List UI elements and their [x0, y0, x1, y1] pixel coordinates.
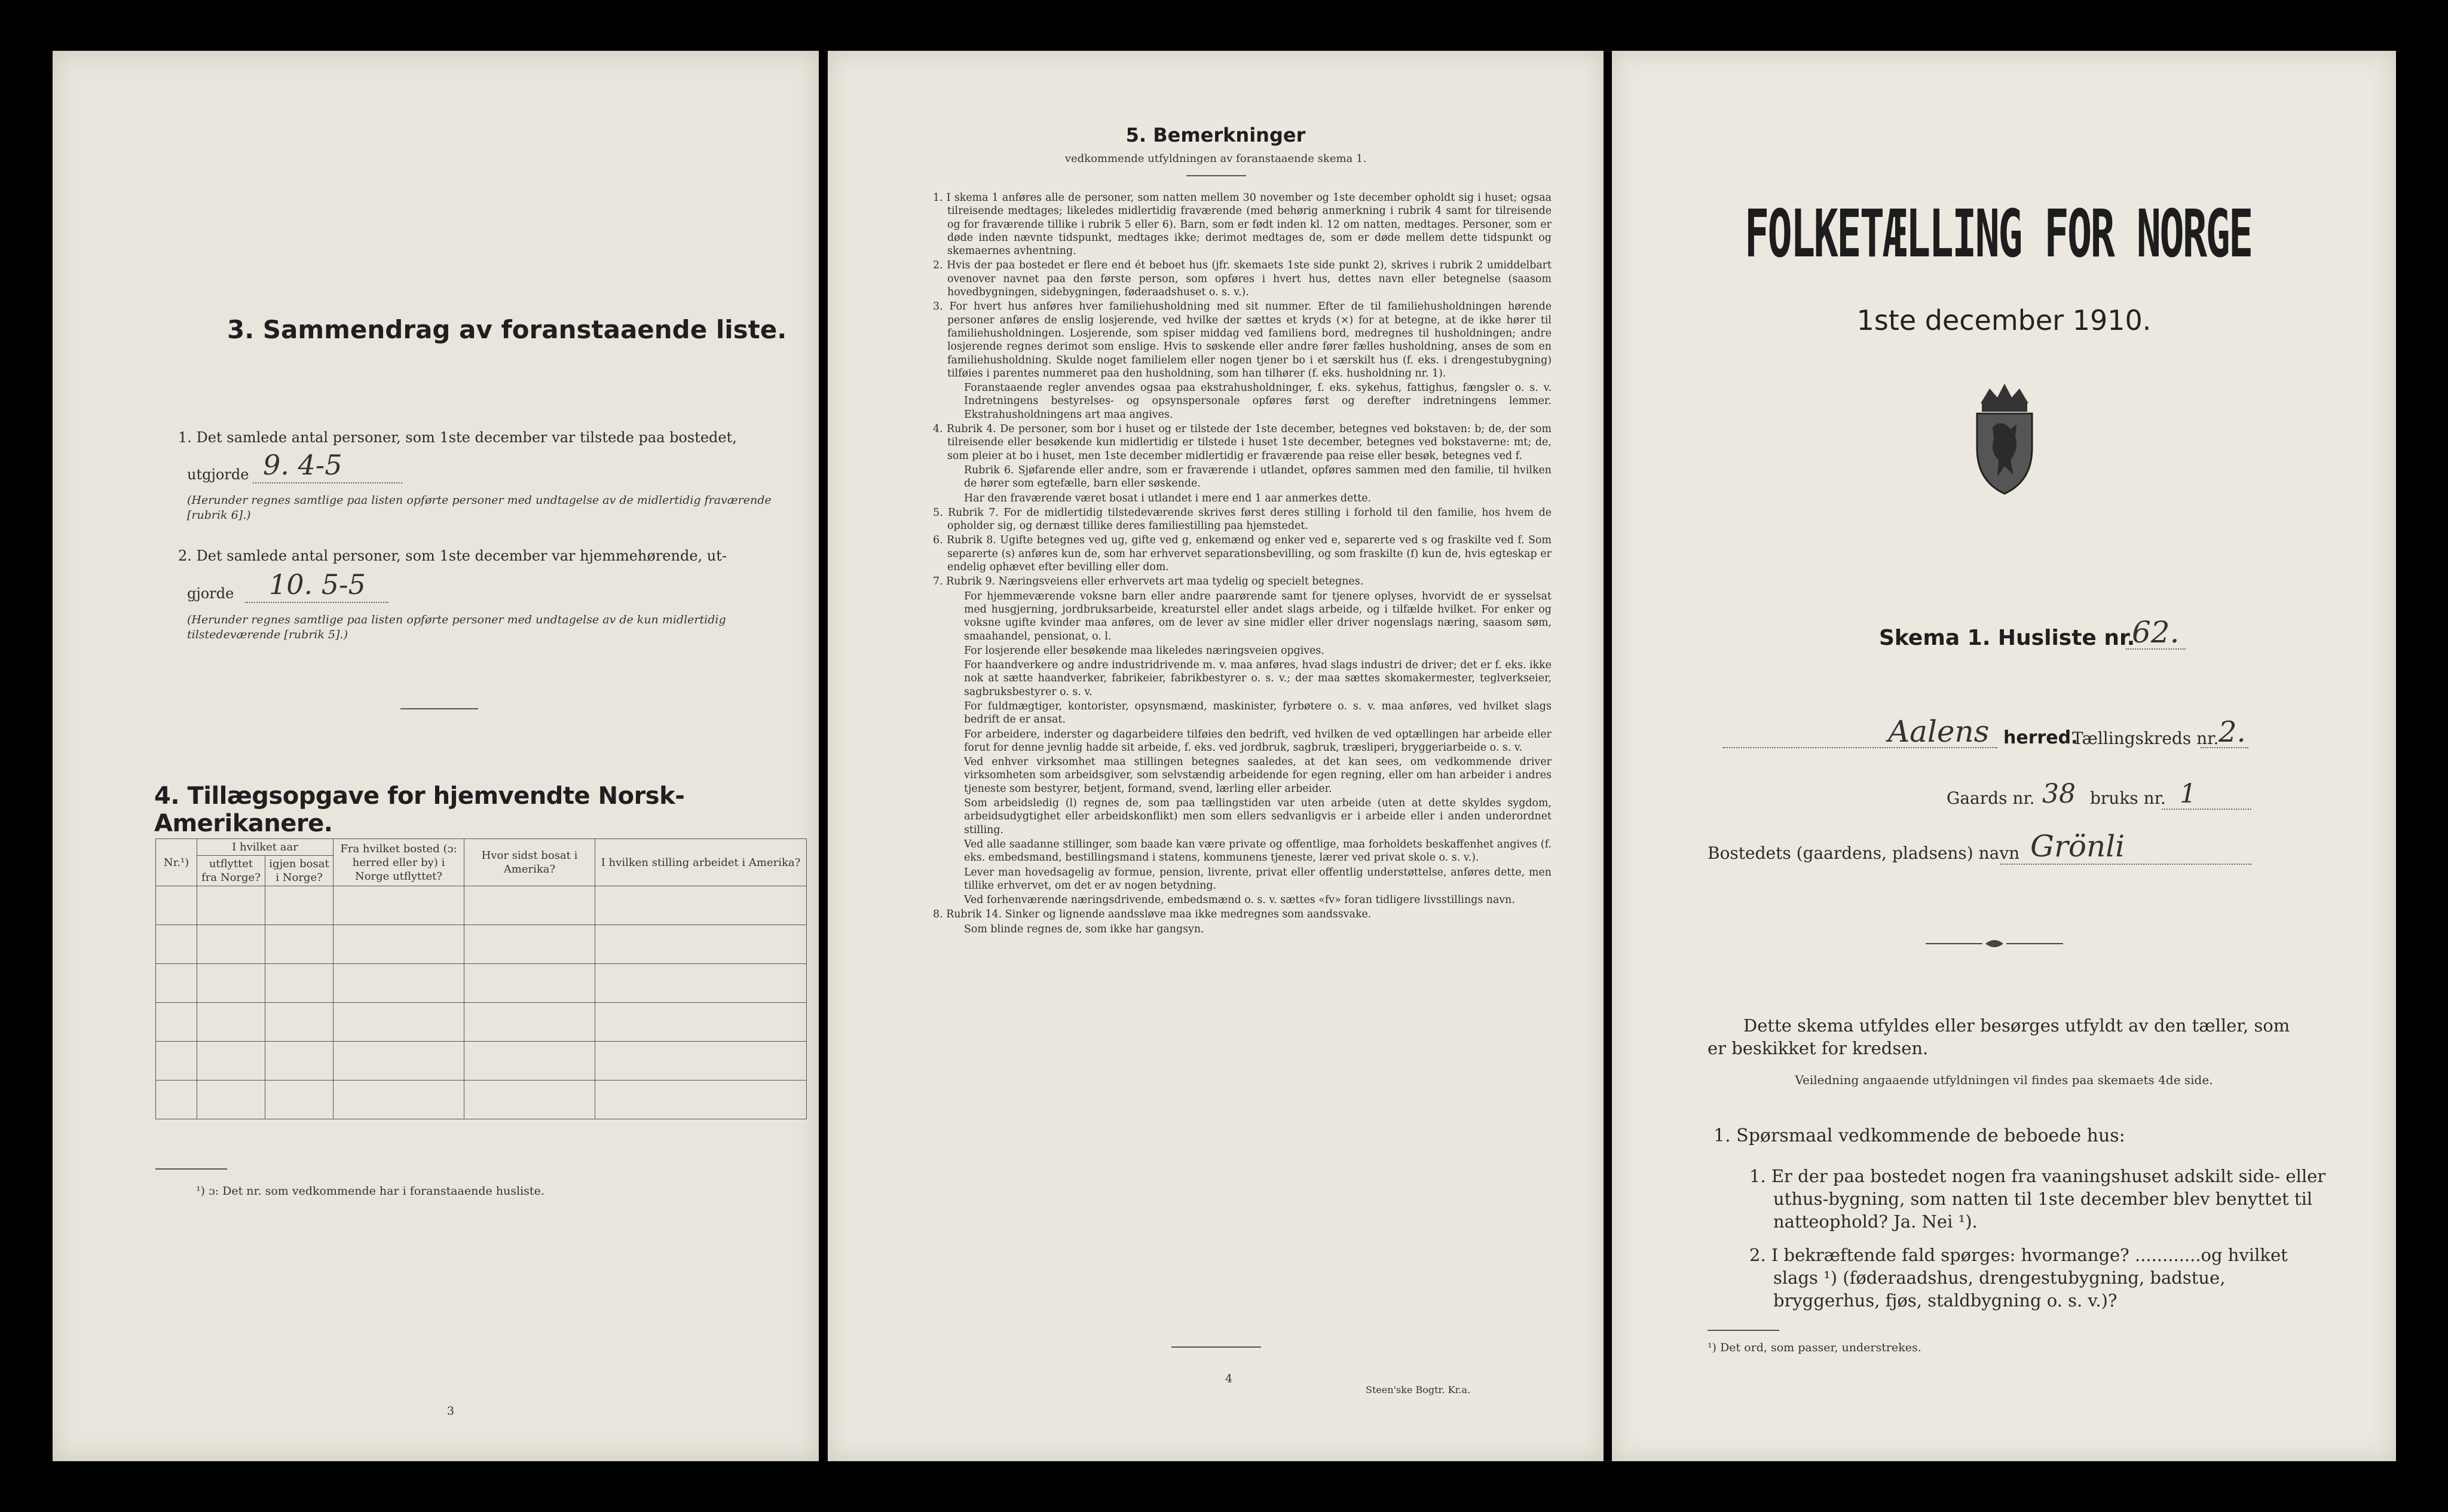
remark: Som blinde regnes de, som ikke har gangsyn.	[964, 923, 1204, 935]
middle-page	[828, 51, 1604, 1461]
form-date: 1ste december 1910.	[1856, 304, 2152, 336]
bosted-value: Grönli	[2030, 829, 2125, 864]
intro-note: Veiledning angaaende utfyldningen vil findes paa skemaets 4de side.	[1795, 1073, 2213, 1087]
form-title: FOLKETÆLLING FOR NORGE	[1745, 195, 2252, 272]
remarks-subheading: vedkommende utfyldningen av foranstaaende skema 1.	[1064, 152, 1367, 165]
section3-heading: 3. Sammendrag av foranstaaende liste.	[227, 315, 787, 344]
printer-mark: Steen'ske Bogtr. Kr.a.	[1366, 1384, 1471, 1395]
dotted-line	[253, 482, 402, 483]
skema-label: Skema 1. Husliste nr.	[1879, 626, 2135, 650]
section4-heading: 4. Tillægsopgave for hjemvendte Norsk-Amerikanere.	[154, 782, 685, 837]
dotted-line	[2162, 809, 2251, 810]
remark: Ved alle saadanne stillinger, som baade kan være private og offentlige, maa forholdets beskaffenhet angives (f. eks. embedsmand, bestillingsmand i statens, kommunens tjeneste, lærer ved privat skole o. s. v.).	[964, 838, 1552, 864]
remark: For arbeidere, inderster og dagarbeidere tilføies den bedrift, ved hvilken de ved optællingen har arbeide eller forut for denne jevnlig hadde sit arbeide, f. eks. ved jordbruk, sagbruk, træsliperi, bryggeriarbeide o. s. v.	[964, 728, 1552, 754]
remark: 5. Rubrik 7. For de midlertidig tilstedeværende skrives først deres stilling i forhold til den familie, hos hvem de opholder sig, og dernæst tillike deres familiestilling paa hjemstedet.	[933, 506, 1552, 532]
table-row	[156, 1042, 807, 1081]
right-footnote: ¹) Det ord, som passer, understrekes.	[1708, 1341, 1921, 1354]
footnote-rule	[1708, 1330, 1779, 1331]
question-2: 2. I bekræftende fald spørges: hvormange? ............og hvilket slags ¹) (føderaadshus, drengestubygning, badstue, bryggerhus, fjøs, staldbygning o. s. v.)?	[1749, 1245, 2288, 1311]
col-utflyttet: utflyttet fra Norge?	[197, 856, 265, 886]
footnote-rule	[155, 1168, 227, 1170]
table-row	[156, 964, 807, 1003]
kreds-label: Tællingskreds nr.	[2072, 729, 2219, 748]
remarks-heading: 5. Bemerkninger	[1125, 124, 1306, 146]
husliste-nr: 62.	[2132, 615, 2180, 650]
page-number: 4	[1225, 1372, 1233, 1385]
remark: Lever man hovedsagelig av formue, pension, livrente, privat eller offentlig understøttelse, anføres dette, men tillike erhvervet, om det er av nogen betydning.	[964, 866, 1552, 892]
kreds-value: 2.	[2218, 715, 2246, 749]
intro-text: Dette skema utfyldes eller besørges utfyldt av den tæller, som er beskikket for kredsen.	[1708, 1015, 2290, 1058]
section3-item1-label: utgjorde	[187, 466, 249, 483]
remark: For fuldmægtiger, kontorister, opsynsmænd, maskinister, fyrbøtere o. s. v. maa anføres, ved hvilket slags bedrift de er ansat.	[964, 700, 1552, 726]
remark: 2. Hvis der paa bostedet er flere end ét beboet hus (jfr. skemaets 1ste side punkt 2), skrives i rubrik 2 umiddelbart ovenover navnet paa den første person, som opføres i hvert hus, dettes navn eller betegnelse (saasom hovedbygningen, sidebygningen, føderaadshuset o. s. v.).	[933, 259, 1552, 299]
dotted-line	[245, 602, 388, 603]
section3-item2-label: gjorde	[187, 585, 234, 602]
right-page	[1612, 51, 2396, 1461]
herred-value: Aalens	[1888, 714, 1990, 749]
section3-item1-note: (Herunder regnes samtlige paa listen opførte personer med undtagelse av de midlertidig fraværende [rubrik 6].)	[187, 494, 772, 522]
divider	[1171, 1346, 1261, 1348]
section3-item2-value: 10. 5-5	[269, 568, 366, 601]
section3-item2: 2. Det samlede antal personer, som 1ste december var hjemmehørende, ut-	[178, 547, 727, 564]
remark: Har den fraværende været bosat i utlandet i mere end 1 aar anmerkes dette.	[964, 492, 1372, 504]
page-number: 3	[447, 1404, 455, 1418]
col-igjen: igjen bosat i Norge?	[265, 856, 333, 886]
gaards-label: Gaards nr.	[1947, 788, 2035, 808]
remarks-list	[933, 191, 1552, 937]
remark: For losjerende eller besøkende maa likeledes næringsveien opgives.	[964, 644, 1324, 657]
remark: 3. For hvert hus anføres hver familiehusholdning med sit nummer. Efter de til familiehusholdningen hørende personer anføres de enslig losjerende, ved hvilke der sættes et kryds (×) for at betegne, at de ikke hører til familiehusholdningen. Losjerende, som spiser middag ved familiens bord, medregnes til husholdningen; andre losjerende regnes derimot som enslige. Hvis to søskende eller andre fører fælles husholdning, anses de som en familiehusholdning. Skulde noget familielem eller nogen tjener bo i et særskilt hus (f. eks. i drengestubygning) tilføies i parentes nummeret paa den husholdning, som han tilhører (f. eks. husholdning nr. 1).	[933, 301, 1552, 379]
col-herred: Fra hvilket bosted (ɔ: herred eller by) i Norge utflyttet?	[333, 839, 464, 886]
remark: Foranstaaende regler anvendes ogsaa paa ekstrahusholdninger, f. eks. sykehus, fattighus, fængsler o. s. v. Indretningens bestyrelses- og opsynspersonale opføres først og derefter indretningens lemmer. Ekstrahusholdningens art maa angives.	[964, 382, 1552, 421]
remark: For hjemmeværende voksne barn eller andre paarørende samt for tjenere oplyses, hvorvidt de er sysselsat med husgjerning, jordbruksarbeide, kreaturstel eller andet slags arbeide, og i tilfælde hvilket. For enker og voksne ugifte kvinder maa anføres, om de lever av sine midler eller driver nogenslags næring, saasom søm, smaahandel, pensionat, o. l.	[964, 590, 1552, 642]
section3-item2-note: (Herunder regnes samtlige paa listen opførte personer med undtagelse av de kun midlertidig tilstedeværende [rubrik 5].)	[187, 613, 726, 641]
herred-label: herred.	[2003, 727, 2078, 748]
section4-footnote: ¹) ɔ: Det nr. som vedkommende har i foranstaaende husliste.	[196, 1184, 544, 1198]
dotted-line	[2126, 648, 2186, 650]
col-group: I hvilket aar	[197, 839, 333, 856]
table-row	[156, 925, 807, 964]
gaards-value: 38	[2042, 779, 2076, 809]
col-stilling: I hvilken stilling arbeidet i Amerika?	[595, 839, 807, 886]
bosted-label: Bostedets (gaardens, pladsens) navn	[1708, 843, 2020, 863]
remark: 4. Rubrik 4. De personer, som bor i huset og er tilstede der 1ste december, betegnes ved bokstaven: b; de, der som tilreisende eller besøkende kun midlertidig er tilstede i huset 1ste december, betegnes ved bokstaverne: mt; de, som pleier at bo i huset, men 1ste december midlertidig er fraværende paa reise eller besøk, betegnes ved f.	[933, 423, 1552, 462]
norsk-amerikanere-table	[155, 838, 807, 1119]
section3-item1: 1. Det samlede antal personer, som 1ste december var tilstede paa bostedet,	[178, 429, 737, 446]
remark: 1. I skema 1 anføres alle de personer, som natten mellem 30 november og 1ste december opholdt sig i huset; ogsaa tilreisende medtages; likeledes midlertidig fraværende (med behørig anmerkning i rubrik 4 samt for tilreisende og for fraværende tillike i rubrik 5 eller 6). Barn, som er født inden kl. 12 om natten, medtages. Personer, som er døde inden nævnte tidspunkt, medtages ikke; derimot medtages de, som er døde mellem dette tidspunkt og skemaernes avhentning.	[933, 192, 1552, 258]
table-row	[156, 1081, 807, 1119]
bruks-label: bruks nr.	[2090, 788, 2166, 808]
remark: Ved enhver virksomhet maa stillingen betegnes saaledes, at det kan sees, om vedkommende driver virksomheten som arbeidsgiver, som selvstændig arbeidende for egen regning, eller om han arbeider i andres tjeneste som bestyrer, betjent, formand, svend, lærling eller arbeider.	[964, 756, 1552, 795]
dotted-line	[2201, 747, 2248, 748]
divider	[1186, 175, 1246, 176]
table-row	[156, 1003, 807, 1042]
col-nr: Nr.¹)	[156, 839, 197, 886]
questions-heading: 1. Spørsmaal vedkommende de beboede hus:	[1713, 1125, 2125, 1146]
divider	[400, 708, 478, 709]
table-row	[156, 886, 807, 925]
col-sidst: Hvor sidst bosat i Amerika?	[464, 839, 595, 886]
dotted-line	[1722, 747, 1997, 748]
ornament-icon	[1926, 936, 2063, 953]
remark: 7. Rubrik 9. Næringsveiens eller erhvervets art maa tydelig og specielt betegnes.	[933, 576, 1364, 588]
remark: 6. Rubrik 8. Ugifte betegnes ved ug, gifte ved g, enkemænd og enker ved e, separerte ved s og fraskilte ved f. Som separerte (s) anføres kun de, som har erhvervet separationsbevilling, og som fraskilte (f) kun de, hvis egteskap er endelig ophævet efter bevilling eller dom.	[933, 534, 1552, 574]
coat-of-arms-icon	[1969, 377, 2040, 498]
bruks-value: 1	[2180, 779, 2196, 809]
question-1: 1. Er der paa bostedet nogen fra vaaningshuset adskilt side- eller uthus-bygning, som natten til 1ste december blev benyttet til natteophold? Ja. Nei ¹).	[1749, 1166, 2326, 1232]
left-page	[53, 51, 819, 1461]
section3-item1-value: 9. 4-5	[263, 449, 342, 481]
remark: Som arbeidsledig (l) regnes de, som paa tællingstiden var uten arbeide (uten at dette skyldes sygdom, arbeidsudygtighet eller arbeidskonflikt) men som ellers sedvanligvis er i arbeide eller i anden underordnet stilling.	[964, 797, 1552, 836]
remark: Ved forhenværende næringsdrivende, embedsmænd o. s. v. sættes «fv» foran tidligere livsstillings navn.	[964, 894, 1515, 907]
remark: For haandverkere og andre industridrivende m. v. maa anføres, hvad slags industri de driver; det er f. eks. ikke nok at sætte haandverker, fabrikeier, fabrikbestyrer o. s. v.; der maa sættes skomakermester, teglverkseier, sagbruksbestyrer o. s. v.	[964, 659, 1552, 698]
dotted-line	[2000, 864, 2251, 865]
remark: Rubrik 6. Sjøfarende eller andre, som er fraværende i utlandet, opføres sammen med den familie, til hvilken de hører som egtefælle, barn eller søskende.	[964, 464, 1552, 490]
remark: 8. Rubrik 14. Sinker og lignende aandssløve maa ikke medregnes som aandssvake.	[933, 908, 1372, 921]
